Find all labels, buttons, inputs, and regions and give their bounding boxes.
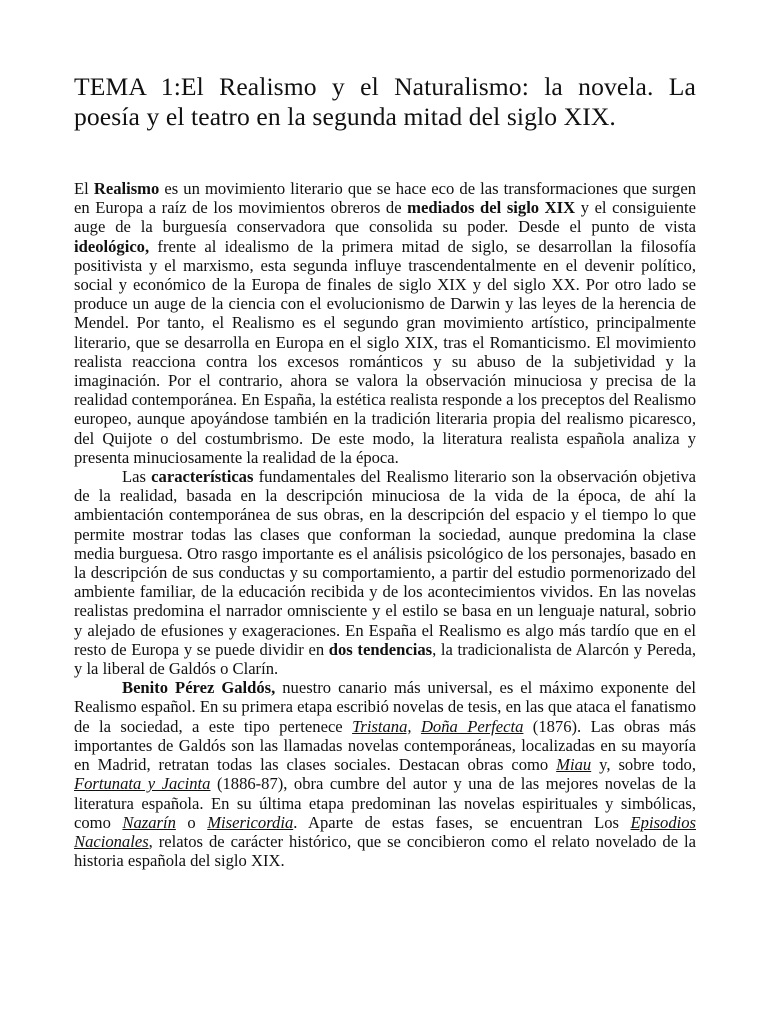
text-run: Las [122, 467, 152, 487]
text-run: nuestro canario más universal, es el máximo exponente del Realismo español. En su primera etapa escribió novelas de tesis, en las que ataca el fanatismo de la sociedad, a este tipo pertenece [74, 678, 697, 736]
work-title-misericordia: Misericordia [207, 812, 294, 832]
bold-term-caracteristicas: características [151, 467, 254, 487]
text-run: (1876). Las obras más importantes de Galdós son las llamadas novelas contemporáneas, localizadas en su mayoría en Madrid, retratan todas las clases sociales. Destacan obras como [74, 716, 696, 775]
document-title: TEMA 1:El Realismo y el Naturalismo: la novela. La poesía y el teatro en la segunda mitad del siglo XIX. [74, 72, 696, 131]
work-title-nazarin: Nazarín [122, 812, 176, 832]
paragraph-realismo-intro [74, 179, 696, 467]
text-run: , la tradicionalista de Alarcón y Pereda, y la liberal de Galdós o Clarín. [74, 639, 696, 679]
text-run: y el consiguiente auge de la burguesía conservadora que consolida su poder. Desde el punto de vista [74, 198, 696, 237]
bold-term-mediados-siglo: mediados del siglo XIX [407, 198, 576, 218]
bold-term-galdos: Benito Pérez Galdós, [122, 678, 276, 698]
bold-term-dos-tendencias: dos tendencias [328, 639, 433, 659]
bold-term-ideologico: ideológico, [74, 236, 150, 256]
bold-term-realismo: Realismo [93, 179, 160, 198]
text-run: . Aparte de estas fases, se encuentran Los [293, 812, 631, 832]
text-run: frente al idealismo de la primera mitad de siglo, se desarrollan la filosofía positivista y el marxismo, esta segunda influye trascendentalmente en el devenir político, social y económico de la Europa de finales de siglo XIX y del siglo XX. Por otro lado se produce un auge de la ciencia con el evolucionismo de Darwin y las leyes de la herencia de Mendel. Por tanto, el Realismo es el segundo gran movimiento artístico, principalmente literario, que se desarrolla en Europa en el siglo XIX, tras el Romanticismo. El movimiento realista reacciona contra los excesos románticos y su abuso de la subjetividad y la imaginación. Por el contrario, ahora se valora la observación minuciosa y precisa de la realidad contemporánea. En España, la estética realista responde a los preceptos del Realismo europeo, aunque apoyándose también en la tradición literaria propia del realismo picaresco, del Quijote o del costumbrismo. De este modo, la literatura realista española analiza y presenta minuciosamente la realidad de la época. [74, 236, 697, 467]
work-title-tristana: Tristana, [352, 716, 412, 736]
work-title-episodios-nacionales: Episodios Nacionales [74, 812, 696, 851]
document-body [74, 179, 696, 870]
text-run: El [74, 179, 94, 198]
text-run: (1886-87), obra cumbre del autor y una de las mejores novelas de la literatura española. En su última etapa predominan las novelas espirituales y simbólicas, como [74, 774, 696, 832]
work-title-fortunata-y-jacinta: Fortunata y Jacinta [74, 774, 211, 794]
text-run [412, 717, 421, 736]
text-run: o [175, 812, 208, 832]
text-run: , relatos de carácter histórico, que se concibieron como el relato novelado de la historia española del siglo XIX. [74, 831, 696, 871]
text-run: es un movimiento literario que se hace eco de las transformaciones que surgen en Europa a raíz de los movimientos obreros de [74, 179, 696, 218]
text-run: fundamentales del Realismo literario son la observación objetiva de la realidad, basada en la descripción minuciosa de la vida de la época, de ahí la ambientación contemporánea de sus obras, en la descripción del espacio y el tiempo lo que permite mostrar todas las clases que conforman la sociedad, aunque predomina la clase media burguesa. Otro rasgo importante es el análisis psicológico de los personajes, basado en la descripción de sus conductas y su comportamiento, a partir del estudio pormenorizado del ambiente familiar, de la educación recibida y de los acontecimientos vividos. En las novelas realistas predomina el narrador omnisciente y el estilo se basa en un lenguaje natural, sobrio y alejado de efusiones y exageraciones. En España el Realismo es algo más tardío que en el resto de Europa y se puede dividir en [74, 467, 696, 659]
paragraph-galdos [74, 678, 696, 870]
work-title-miau: Miau [556, 755, 592, 775]
text-run: y, sobre todo, [591, 755, 697, 775]
paragraph-caracteristicas [74, 467, 696, 678]
work-title-dona-perfecta: Doña Perfecta [420, 716, 524, 736]
